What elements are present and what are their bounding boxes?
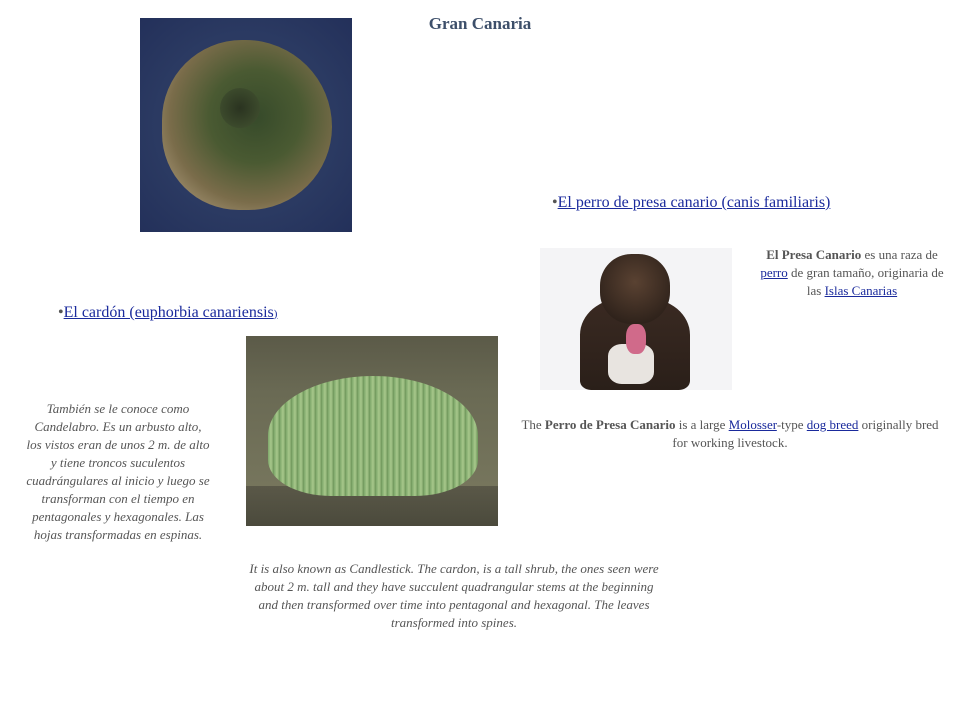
- bullet-icon: •: [552, 194, 558, 211]
- dog-image: [540, 248, 732, 390]
- cardon-english-caption: It is also known as Candlestick. The cardon, is a tall shrub, the ones seen were about 2 m. tall and they have succulent quadrangular stems at the beginning and then transformed over time into pentagonal and hexagonal. The leaves transformed into spines.: [249, 561, 659, 630]
- dog-es-bold: El Presa Canario: [766, 247, 862, 262]
- islas-canarias-link[interactable]: Islas Canarias: [824, 283, 898, 298]
- dog-en-bold: Perro de Presa Canario: [544, 417, 676, 432]
- dog-breed-link[interactable]: dog breed: [806, 417, 859, 432]
- page-title: Gran Canaria: [428, 14, 532, 33]
- perro-link[interactable]: perro: [760, 265, 788, 280]
- cardon-heading: [58, 304, 358, 322]
- bullet-icon: •: [58, 304, 64, 321]
- cardon-image: [246, 336, 498, 526]
- cardon-link[interactable]: El cardón (euphorbia canariensis): [63, 304, 278, 321]
- dog-english-caption: The Perro de Presa Canario is a large Molosser-type dog breed originally bred for working livestock.: [521, 417, 939, 450]
- cardon-spanish-caption: También se le conoce como Candelabro. Es un arbusto alto, los vistos eran de unos 2 m. de alto y tiene troncos suculentos cuadrángulares al inicio y luego se transforman con el tiempo en pentagonales y hexagonales. Las hojas transformadas en espinas.: [26, 401, 210, 542]
- dog-spanish-caption: El Presa Canario es una raza de perro de gran tamaño, originaria de las Islas Canarias: [760, 247, 944, 298]
- molosser-link[interactable]: Molosser: [728, 417, 777, 432]
- dog-link[interactable]: El perro de presa canario (canis familiaris): [557, 194, 831, 211]
- dog-heading: [552, 194, 892, 212]
- island-satellite-image: [140, 18, 352, 232]
